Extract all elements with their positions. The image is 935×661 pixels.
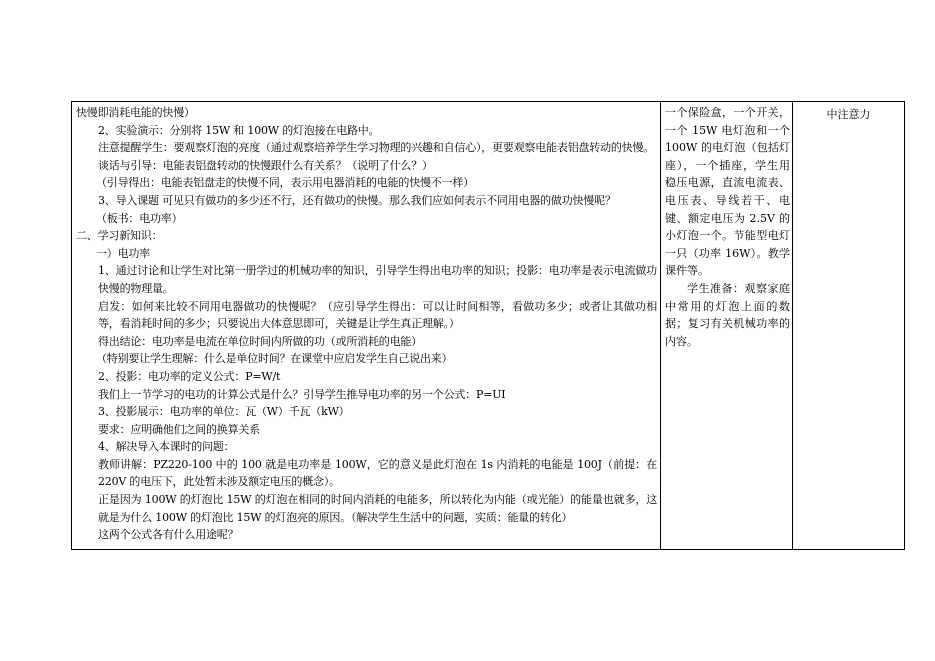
text-line: 正是因为 100W 的灯泡比 15W 的灯泡在相同的时间内消耗的电能多，所以转化为内能（或光能）的能量也就多，这就是为什么 100W 的灯泡比 15W 的灯泡亮的原因。（解决学生生活中的问题，实质：能量的转化）	[98, 493, 657, 524]
text-line: 注意提醒学生：要观察灯泡的亮度（通过观察培养学生学习物理的兴趣和自信心），更要观察电能表铝盘转动的快慢。	[98, 141, 655, 155]
text-line: 3、投影展示：电功率的单位：瓦（W）千瓦（kW）	[98, 405, 350, 419]
text-line: 谈话与引导：电能表铝盘转动的快慢跟什么有关系？（说明了什么？）	[98, 158, 433, 172]
text-line: 要求：应明确他们之间的换算关系	[98, 422, 260, 436]
student-preparation: 学生准备：观察家庭中常用的灯泡上面的数据；复习有关机械功率的内容。	[665, 281, 790, 348]
table-row	[72, 102, 905, 550]
text-line: （特别要让学生理解：什么是单位时间？在课堂中应启发学生自己说出来）	[96, 352, 453, 366]
subsection-heading: 一）电功率	[96, 246, 150, 260]
note-text: 中注意力	[826, 108, 871, 121]
text-line: 启发：如何来比较不同用电器做功的快慢呢？（应引导学生得出：可以让时间相等，看做功多少；或者让其做功相等，看消耗时间的多少；只要说出大体意思即可，关键是让学生真正理解。）	[98, 299, 657, 331]
text-line: 2、投影：电功率的定义公式：P=W/t	[98, 369, 281, 383]
text-line: 我们上一节学习的电功的计算公式是什么？引导学生推导电功率的另一个公式：P=UI	[98, 387, 506, 401]
resources-cell	[661, 102, 793, 550]
section-heading: 二、学习新知识：	[76, 229, 163, 243]
teacher-resources: 一个保险盒，一个开关，一个 15W 电灯泡和一个 100W 的电灯泡（包括灯座），一个插座，学生用稳压电源，直流电流表、电压表、导线若干、电键、额定电压为 2.5V 的小灯泡一个。节能型电灯一只（功率 16W）。教学课件等。	[665, 106, 790, 278]
text-line: 快慢即消耗电能的快慢）	[76, 106, 195, 119]
text-line: （引导得出：电能表铝盘走的快慢不同，表示用电器消耗的电能的快慢不一样）	[96, 176, 474, 190]
text-line: 3、导入课题 可见只有做功的多少还不行，还有做功的快慢。那么我们应如何表示不同用电器的做功快慢呢？	[98, 193, 616, 207]
notes-cell	[793, 102, 905, 550]
text-line: 教师讲解：PZ220-100 中的 100 就是电功率是 100W，它的意义是此灯泡在 1s 内消耗的电能是 100J（前提：在 220V 的电压下，此处暂未涉及额定电压的概念）。	[98, 457, 657, 489]
text-line: 这两个公式各有什么用途呢？	[98, 528, 239, 542]
text-line: （板书：电功率）	[96, 211, 183, 225]
teaching-process-cell	[72, 102, 661, 550]
text-line: 4、解决导入本课时的问题：	[98, 440, 235, 454]
text-line: 得出结论：电功率是电流在单位时间内所做的功（或所消耗的电能）	[98, 334, 422, 348]
text-line: 1、通过讨论和让学生对比第一册学过的机械功率的知识，引导学生得出电功率的知识；投影：电功率是表示电流做功快慢的物理量。	[98, 264, 657, 295]
text-line: 2、实验演示：分别将 15W 和 100W 的灯泡接在电路中。	[98, 123, 380, 137]
lesson-plan-table	[71, 101, 905, 550]
